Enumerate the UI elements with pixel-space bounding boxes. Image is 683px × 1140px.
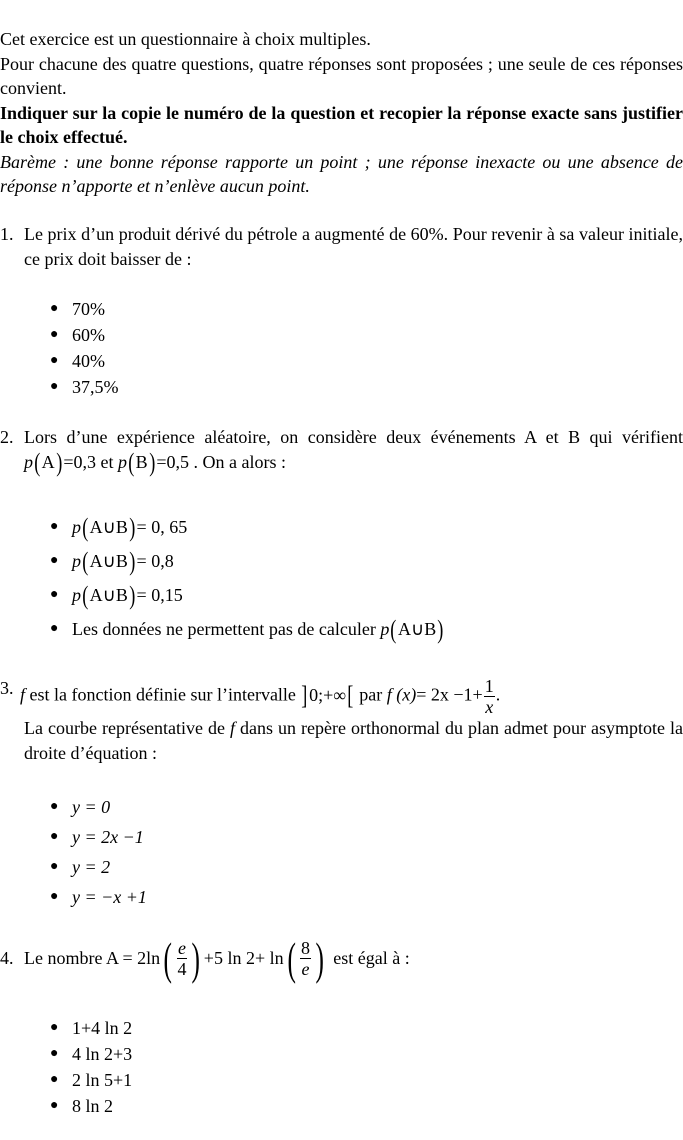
choice[interactable]: ● Les données ne permettent pas de calculer p(A∪B) — [0, 612, 683, 646]
question-3 — [0, 676, 683, 717]
question-number: 3. — [0, 678, 14, 698]
choice[interactable]: ● p(A∪B)= 0, 65 — [0, 510, 683, 544]
math-fraction: $\frac{1}{x}$ — [484, 676, 494, 717]
question-3-choices — [0, 792, 683, 912]
math-pB: p(B)=0,5 — [118, 447, 190, 477]
bullet-icon: ● — [50, 553, 59, 568]
choice[interactable]: ● 70% — [0, 296, 683, 322]
question-text: f est la fonction définie sur l’intervalle ]0;+∞[ par f (x)= 2x −1+ $\frac{1}{x}$ . — [20, 676, 501, 717]
question-2 — [0, 425, 683, 477]
choice[interactable]: ● p(A∪B)= 0,8 — [0, 544, 683, 578]
bullet-icon: ● — [50, 353, 59, 368]
bullet-icon: ● — [50, 301, 59, 316]
choice[interactable]: ● 60% — [0, 322, 683, 348]
question-text-continued: La courbe représentative de f dans un repère orthonormal du plan admet pour asymptote la droite d’équation : — [24, 718, 683, 763]
question-4 — [0, 932, 683, 984]
bullet-icon: ● — [50, 327, 59, 342]
bullet-icon: ● — [50, 587, 59, 602]
math-formula-lhs: f (x) — [386, 684, 417, 705]
math-fraction-e-4: $\frac{e}{4}$ — [177, 938, 187, 979]
choice[interactable]: ● 37,5% — [0, 374, 683, 400]
question-text: Lors d’une expérience aléatoire, on considère deux événements A et B qui vérifient p(A)=0,3 et p(B)=0,5 . On a alors : — [24, 427, 683, 477]
bareme: Barème : une bonne réponse rapporte un point ; une réponse inexacte ou une absence de réponse n’apporte et n’enlève aucun point. — [0, 151, 683, 196]
question-3-line-2 — [0, 716, 683, 765]
bullet-icon: ● — [50, 379, 59, 394]
instruction: Indiquer sur la copie le numéro de la question et recopier la réponse exacte sans justifier le choix effectué. — [0, 102, 683, 147]
question-text: Le prix d’un produit dérivé du pétrole a augmenté de 60%. Pour revenir à sa valeur initiale, ce prix doit baisser de : — [24, 224, 683, 269]
bullet-icon: ● — [50, 1072, 59, 1087]
intro — [0, 27, 683, 199]
bullet-icon: ● — [50, 799, 59, 814]
question-number: 2. — [0, 427, 14, 447]
bullet-icon: ● — [50, 829, 59, 844]
choice[interactable]: ● y = 2x −1 — [0, 822, 683, 852]
question-text: Le nombre A = 2ln ( $\frac{e}{4}$ ) +5 ln 2+ ln ( $\frac{8}{e}$ ) est égal à : — [24, 932, 410, 984]
bullet-icon: ● — [50, 621, 59, 636]
choice[interactable]: ● y = −x +1 — [0, 882, 683, 912]
math-formula-rhs: = 2x −1+ — [416, 684, 483, 705]
question-4-choices — [0, 1015, 683, 1119]
choice[interactable]: ● y = 0 — [0, 792, 683, 822]
choice[interactable]: ● p(A∪B)= 0,15 — [0, 578, 683, 612]
bullet-icon: ● — [50, 889, 59, 904]
choice[interactable]: ● 40% — [0, 348, 683, 374]
math-interval: ]0;+∞[ — [301, 680, 354, 710]
choice[interactable]: ● 1+4 ln 2 — [0, 1015, 683, 1041]
choice[interactable]: ● 2 ln 5+1 — [0, 1067, 683, 1093]
question-number: 4. — [0, 948, 14, 969]
exercise-page — [0, 27, 683, 199]
math-pA: p(A)=0,3 — [24, 447, 96, 477]
question-1 — [0, 222, 683, 271]
bullet-icon: ● — [50, 519, 59, 534]
intro-line-1: Cet exercice est un questionnaire à choix multiples. — [0, 29, 371, 49]
bullet-icon: ● — [50, 859, 59, 874]
question-number: 1. — [0, 224, 14, 244]
choice[interactable]: ● y = 2 — [0, 852, 683, 882]
choice[interactable]: ● 4 ln 2+3 — [0, 1041, 683, 1067]
math-fraction-8-e: $\frac{8}{e}$ — [300, 938, 310, 979]
intro-line-2: Pour chacune des quatre questions, quatre réponses sont proposées ; une seule de ces réponses convient. — [0, 53, 683, 98]
question-2-choices — [0, 510, 683, 646]
question-1-choices — [0, 296, 683, 400]
bullet-icon: ● — [50, 1098, 59, 1113]
bullet-icon: ● — [50, 1020, 59, 1035]
bullet-icon: ● — [50, 1046, 59, 1061]
choice[interactable]: ● 8 ln 2 — [0, 1093, 683, 1119]
